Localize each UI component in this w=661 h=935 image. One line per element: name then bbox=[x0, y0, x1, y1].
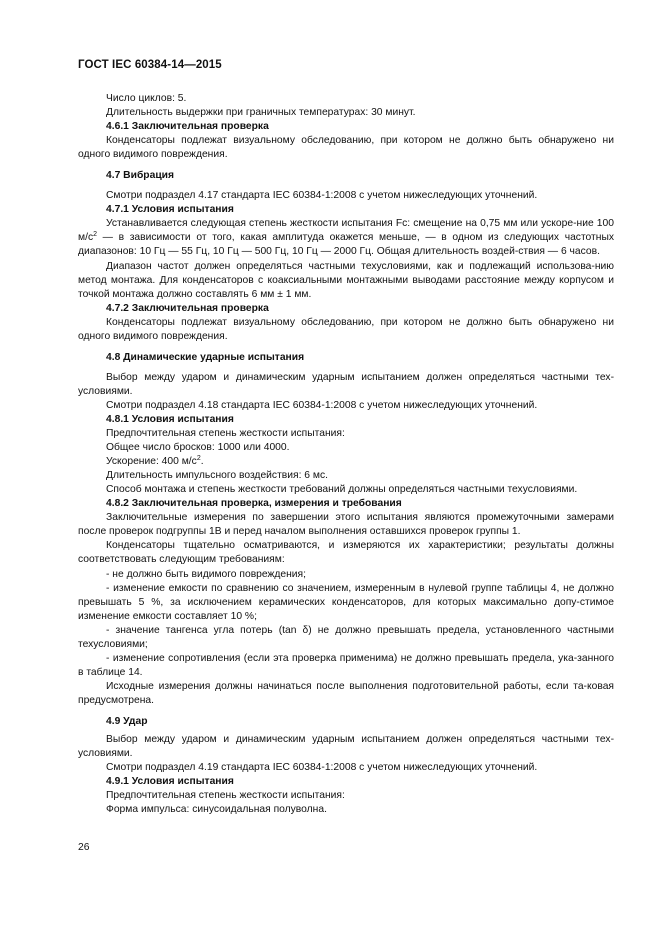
paragraph: Общее число бросков: 1000 или 4000. bbox=[106, 442, 290, 454]
list-item: - значение тангенса угла потерь (tan δ) не должно превышать предела, установленного частными техусловиями; bbox=[78, 624, 614, 650]
subsection-heading: 4.7.2 Заключительная проверка bbox=[106, 302, 269, 314]
paragraph: Смотри подраздел 4.19 стандарта IEC 60384-1:2008 с учетом нижеследующих уточнений. bbox=[106, 762, 538, 774]
section-heading: 4.9 Удар bbox=[106, 715, 148, 727]
paragraph: Ускорение: 400 $м/с^2$. bbox=[106, 455, 204, 468]
list-item: - изменение сопротивления (если эта проверка применима) не должно превышать предела, ука-занного в таблице 14. bbox=[78, 652, 614, 678]
section-heading: 4.8 Динамические ударные испытания bbox=[106, 351, 305, 363]
subsection-heading: 4.9.1 Условия испытания bbox=[106, 776, 234, 788]
paragraph: Исходные измерения должны начинаться после выполнения подготовительной работы, если та-ковая предусмотрена. bbox=[78, 680, 614, 706]
section-heading: 4.7 Вибрация bbox=[106, 170, 174, 182]
paragraph: Длительность импульсного воздействия: 6 мс. bbox=[106, 470, 328, 482]
paragraph: Устанавливается следующая степень жесткости испытания Fc: смещение на 0,75 мм или ускоре-ние 100 $м/с^2$ — в зависимости от того, какая амплитуда окажется меньше, — в одном из следующих частотных диапазонов: 10 Гц — 55 Гц, 10 Гц — 500 Гц, 10 Гц — 2000 Гц. Общая длительность воздей-ствия — 6 часов. bbox=[78, 218, 614, 258]
subsection-heading: 4.6.1 Заключительная проверка bbox=[106, 121, 269, 133]
subsection-heading: 4.8.1 Условия испытания bbox=[106, 413, 234, 425]
paragraph: Смотри подраздел 4.18 стандарта IEC 60384-1:2008 с учетом нижеследующих уточнений. bbox=[106, 399, 538, 411]
paragraph: Выбор между ударом и динамическим ударным испытанием должен определяться частными тех-условиями. bbox=[78, 371, 614, 397]
paragraph: Конденсаторы подлежат визуальному обследованию, при котором не должно быть обнаружено ни одного видимого повреждения. bbox=[78, 135, 614, 161]
list-item: - изменение емкости по сравнению со значением, измеренным в нулевой группе таблицы 4, не должно превышать 5 %, за исключением керамических конденсаторов, для которых максимально допу-стимое изменение емкости составляет 10 %; bbox=[78, 582, 614, 622]
subsection-heading: 4.7.1 Условия испытания bbox=[106, 204, 234, 216]
document-header: ГОСТ IEC 60384-14—2015 bbox=[78, 59, 222, 71]
document-body bbox=[78, 92, 614, 817]
paragraph: Предпочтительная степень жесткости испытания: bbox=[106, 428, 345, 440]
list-item: - не должно быть видимого повреждения; bbox=[106, 568, 306, 580]
page-number: 26 bbox=[78, 842, 90, 853]
paragraph: Форма импульса: синусоидальная полуволна. bbox=[106, 804, 327, 816]
paragraph: Заключительные измерения по завершении этого испытания являются промежуточными замерами после проверок подгруппы 1В и перед началом выполнения оставшихся проверок группы 1. bbox=[78, 512, 614, 538]
paragraph: Выбор между ударом и динамическим ударным испытанием должен определяться частными тех-условиями. bbox=[78, 734, 614, 760]
paragraph: Длительность выдержки при граничных температурах: 30 минут. bbox=[106, 107, 416, 119]
paragraph: Способ монтажа и степень жесткости требований должны определяться частными техусловиями. bbox=[106, 484, 578, 496]
subsection-heading: 4.8.2 Заключительная проверка, измерения и требования bbox=[106, 498, 402, 510]
paragraph: Число циклов: 5. bbox=[106, 93, 187, 104]
paragraph: Смотри подраздел 4.17 стандарта IEC 60384-1:2008 с учетом нижеследующих уточнений. bbox=[106, 190, 538, 202]
paragraph: Предпочтительная степень жесткости испытания: bbox=[106, 790, 345, 802]
paragraph: Диапазон частот должен определяться частными техусловиями, как и подлежащий использова-нию метод монтажа. Для конденсаторов с коаксиальными монтажными выводами расстояние между корпусом и точкой монтажа должно составлять 6 мм ± 1 мм. bbox=[78, 260, 614, 300]
paragraph: Конденсаторы тщательно осматриваются, и измеряются их характеристики; результаты должны соответствовать следующим требованиям: bbox=[78, 540, 614, 566]
paragraph: Конденсаторы подлежат визуальному обследованию, при котором не должно быть обнаружено ни одного видимого повреждения. bbox=[78, 316, 614, 342]
